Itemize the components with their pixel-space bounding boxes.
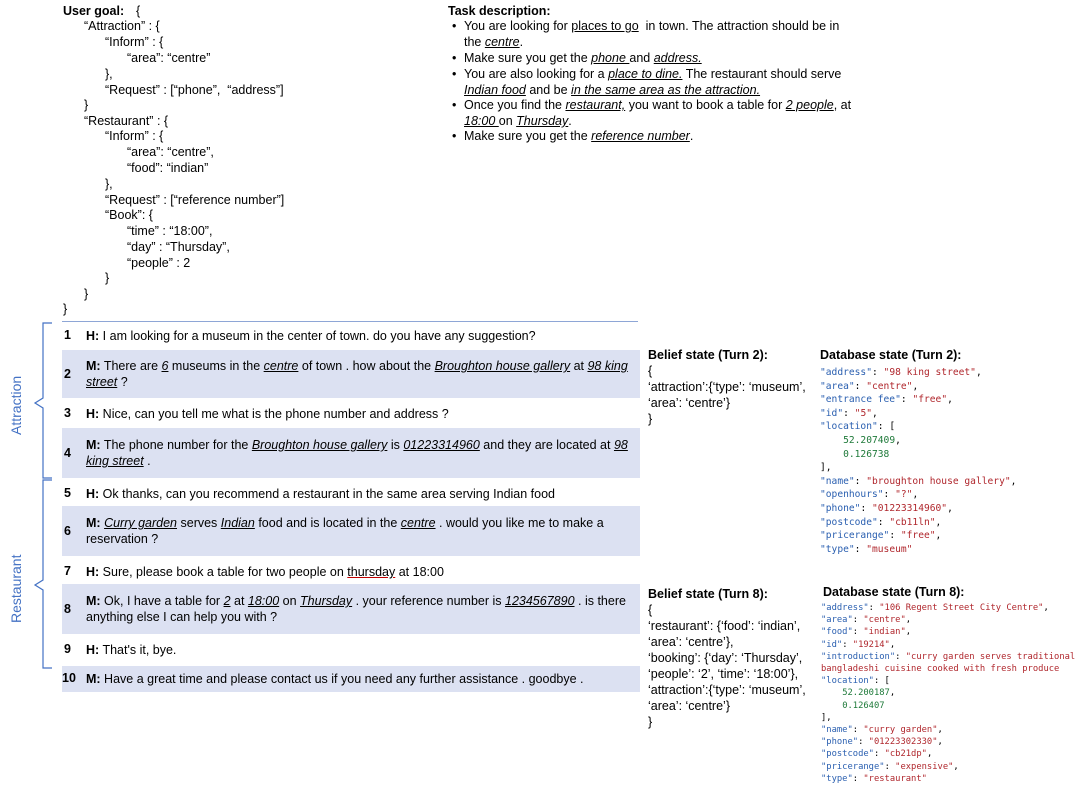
bullet: • (452, 19, 457, 33)
turn-text: M: There are 6 museums in the centre of town . how about the Broughton house gallery at 98 king street ? (86, 359, 628, 389)
db-line: "openhours": "?", (820, 489, 919, 501)
bullet: • (452, 98, 457, 112)
belief-line: } (648, 715, 653, 729)
belief-line: } (648, 412, 653, 426)
bullet: • (452, 51, 457, 65)
db-line: "food": "indian", (821, 627, 912, 638)
belief-line: ‘area’: ‘centre’}, (648, 635, 734, 649)
db-line: "phone": "01223314960", (820, 503, 953, 514)
user-goal-line: }, (105, 177, 113, 191)
user-goal-line: “time” : “18:00”, (127, 224, 213, 238)
bullet: • (452, 129, 457, 143)
db-line: "location": [ (820, 421, 896, 433)
dialogue-turn (62, 402, 640, 424)
db-json (821, 602, 1075, 794)
turn-number: 5 (64, 486, 71, 500)
user-goal-line: } (84, 98, 89, 112)
user-goal-line: } (84, 287, 89, 301)
user-goal-line: “Attraction” : { (84, 19, 160, 33)
turn-text: H: Sure, please book a table for two people on thursday at 18:00 (86, 565, 444, 579)
belief-title: Belief state (Turn 8): (648, 587, 768, 601)
db-line: "id": "5", (820, 407, 878, 419)
user-goal-line: “food”: “indian” (127, 161, 209, 175)
db-line: "entrance fee": "free", (820, 394, 953, 406)
task-bullet-1: You are looking for places to go in town. The attraction should be in (464, 19, 840, 33)
restaurant-side-label: Restaurant (8, 554, 24, 623)
user-goal-line: “area”: “centre” (127, 51, 211, 65)
turn-number: 9 (64, 642, 71, 656)
dialogue-turn (62, 584, 640, 634)
user-goal-line: “Restaurant” : { (84, 114, 169, 128)
user-goal-line: }, (105, 67, 113, 81)
db-line: "phone": "01223302330", (821, 737, 943, 748)
db-line: ], (820, 462, 832, 474)
user-goal-line: “Inform” : { (105, 129, 164, 143)
db-line: 0.126738 (843, 448, 890, 460)
db-line: "location": [ (821, 676, 890, 687)
attraction-side-label: Attraction (8, 375, 24, 435)
task-bullet-2: Make sure you get the phone and address. (464, 51, 702, 65)
db-line: "introduction": "curry garden serves traditional (821, 651, 1075, 662)
turn-text: H: Ok thanks, can you recommend a restaurant in the same area serving Indian food (86, 487, 556, 501)
user-goal-line: } (63, 302, 68, 316)
db-line: "area": "centre", (820, 380, 919, 392)
task-bullet-5: Make sure you get the reference number. (464, 129, 694, 143)
task-title: Task description: (448, 4, 551, 18)
db-line: "pricerange": "expensive", (821, 761, 959, 772)
belief-line: ‘attraction’:{‘type’: ‘museum’, (648, 380, 806, 394)
db-line: "address": "106 Regent Street City Centre", (821, 603, 1049, 613)
belief-line: { (648, 603, 653, 617)
db-title: Database state (Turn 2): (820, 348, 962, 362)
turn-text: M: The phone number for the Broughton house gallery is 01223314960 and they are located at 98 king street . (86, 438, 628, 468)
db-line: "address": "98 king street", (820, 367, 982, 378)
turn-text: H: Nice, can you tell me what is the phone number and address ? (86, 407, 449, 421)
turn-number: 3 (64, 406, 71, 420)
turn-text: M: Ok, I have a table for 2 at 18:00 on Thursday . your reference number is 1234567890 . is there anything else I can help you with ? (86, 594, 626, 624)
user-goal-line: “Book”: { (105, 208, 153, 222)
task-bullet-3: You are also looking for a place to dine. The restaurant should serve (464, 67, 842, 81)
turn-text: H: I am looking for a museum in the center of town. do you have any suggestion? (86, 329, 536, 343)
dialogue-turn (62, 324, 640, 346)
belief-line: ‘people’: ‘2’, ‘time’: ‘18:00’}, (648, 667, 799, 681)
db-line: 52.207409, (843, 435, 901, 446)
belief-line: ‘restaurant’: {‘food’: ‘indian’, (648, 619, 801, 633)
user-goal-line: { (136, 4, 141, 18)
task-bullet-1-cont: the centre. (464, 35, 524, 49)
user-goal-line: “people” : 2 (127, 256, 191, 270)
db-line: "name": "broughton house gallery", (820, 475, 1017, 487)
task-bullet-4: Once you find the restaurant, you want to book a table for 2 people, at (464, 98, 852, 112)
attraction-bracket (35, 323, 52, 478)
task-bullet-3-cont: Indian food and be in the same area as the attraction. (464, 83, 761, 97)
turn-number: 7 (64, 564, 71, 578)
db-line: "id": "19214", (821, 639, 896, 650)
turn-text: M: Curry garden serves Indian food and is located in the centre . would you like me to make a reservation ? (86, 516, 604, 546)
bullet: • (452, 67, 457, 81)
turn-number: 6 (64, 524, 71, 538)
db-line: ], (821, 712, 832, 723)
turn-text: H: That's it, bye. (86, 643, 177, 657)
belief-line: { (648, 364, 653, 378)
db-line: "area": "centre", (821, 615, 912, 626)
user-goal-line: “day” : “Thursday”, (127, 240, 230, 254)
db-line: "pricerange": "free", (820, 530, 942, 542)
belief-line: ‘area’: ‘centre’} (648, 396, 730, 410)
db-title: Database state (Turn 8): (823, 585, 965, 599)
db-line: "postcode": "cb21dp", (821, 749, 933, 760)
db-line: 52.200187, (842, 688, 896, 699)
turn-number: 2 (64, 367, 71, 381)
restaurant-bracket (35, 480, 52, 668)
belief-line: ‘attraction’:{‘type’: ‘museum’, (648, 683, 806, 697)
belief-title: Belief state (Turn 2): (648, 348, 768, 362)
db-json (820, 366, 1050, 566)
db-line: "type": "restaurant" (821, 773, 927, 784)
dialogue-top-rule (62, 321, 638, 322)
dialogue-turn (62, 482, 640, 504)
user-goal-line: “Request” : [“phone”, “address”] (105, 83, 284, 97)
turn-number: 8 (64, 602, 71, 616)
db-line: "name": "curry garden", (821, 725, 943, 735)
dialogue-turn (62, 506, 640, 556)
db-line: "type": "museum" (820, 543, 913, 555)
db-line: 0.126407 (842, 700, 885, 711)
turn-number: 4 (64, 446, 71, 460)
db-line: "postcode": "cb11ln", (820, 516, 942, 528)
turn-number: 10 (62, 671, 76, 685)
user-goal-line: } (105, 271, 110, 285)
user-goal-title: User goal: (63, 4, 125, 18)
user-goal-line: “area”: “centre”, (127, 145, 214, 159)
belief-line: ‘booking’: {‘day’: ‘Thursday’, (648, 651, 803, 665)
user-goal-line: “Request” : [“reference number”] (105, 193, 285, 207)
task-bullet-4-cont: 18:00 on Thursday. (464, 114, 572, 128)
dialogue-turn (62, 638, 640, 660)
db-line: bangladeshi cuisine cooked with fresh produce (821, 664, 1060, 674)
dialogue-turn (62, 350, 640, 398)
user-goal-line: “Inform” : { (105, 35, 164, 49)
turn-number: 1 (64, 328, 71, 342)
turn-text: M: Have a great time and please contact us if you need any further assistance . goodbye . (86, 672, 584, 686)
dialogue-turn (62, 666, 640, 692)
belief-line: ‘area’: ‘centre’} (648, 699, 730, 713)
dialogue-turn (62, 560, 640, 582)
dialogue-turn (62, 428, 640, 478)
